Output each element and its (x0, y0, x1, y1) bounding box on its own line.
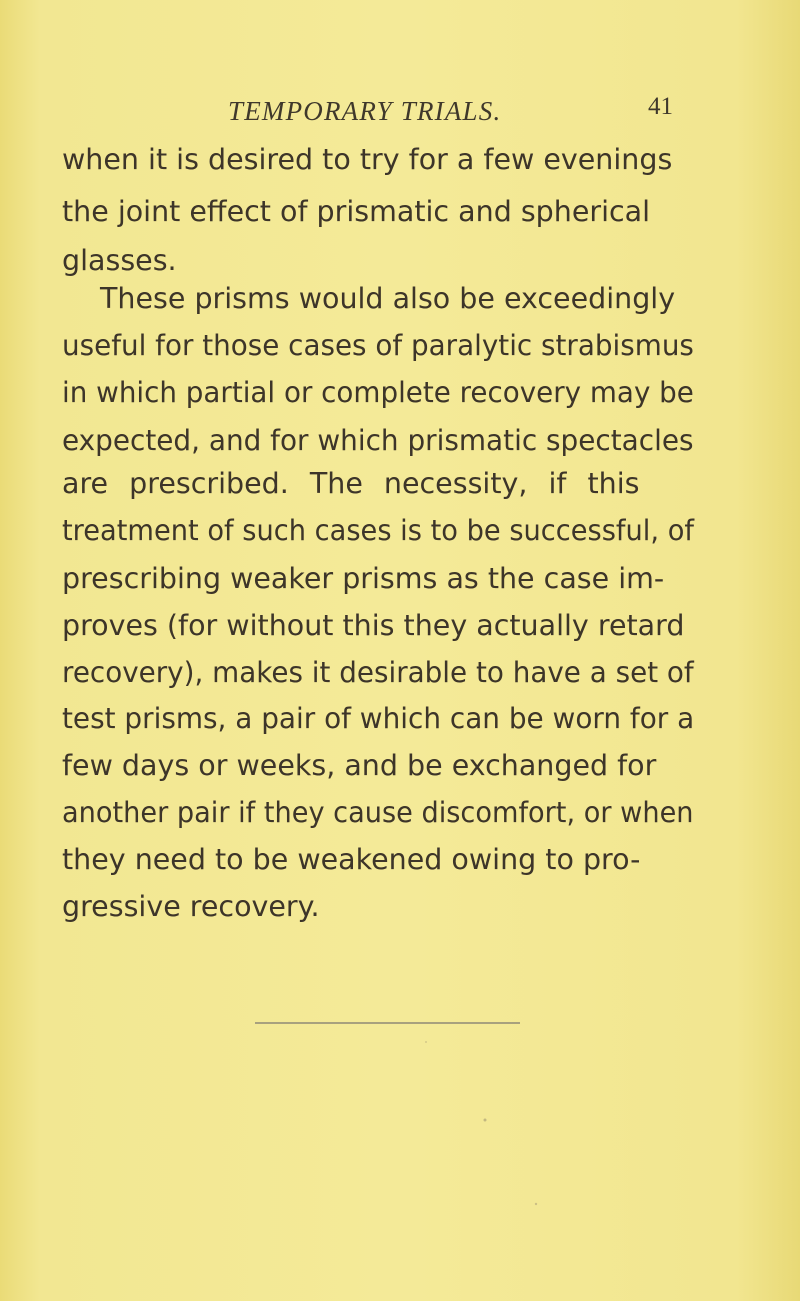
running-head: TEMPORARY TRIALS. (228, 96, 502, 126)
body-line-1: when it is desired to try for a few evenings (62, 143, 673, 176)
body-line-13: test prisms, a pair of which can be worn for a (62, 702, 695, 735)
body-line-17: gressive recovery. (62, 890, 320, 923)
body-line-16: they need to be weakened owing to pro- (62, 843, 641, 876)
body-line-12: recovery), makes it desirable to have a set of (62, 656, 694, 689)
body-line-5: useful for those cases of paralytic strabismus (62, 329, 694, 362)
body-line-6: in which partial or complete recovery may be (62, 376, 694, 409)
page-number: 41 (648, 93, 673, 120)
body-line-2: the joint effect of prismatic and spherical (62, 195, 651, 228)
body-line-8: are prescribed. The necessity, if this (62, 467, 640, 500)
horizontal-rule (255, 1022, 520, 1024)
body-line-7: expected, and for which prismatic spectacles (62, 424, 694, 457)
body-line-3: glasses. (62, 244, 177, 277)
body-line-14: few days or weeks, and be exchanged for (62, 749, 657, 782)
body-line-10: prescribing weaker prisms as the case im- (62, 562, 665, 595)
body-line-9: treatment of such cases is to be successful, of (62, 514, 694, 547)
body-line-15: another pair if they cause discomfort, or when (62, 796, 694, 829)
body-line-11: proves (for without this they actually retard (62, 609, 685, 642)
body-line-4: These prisms would also be exceedingly (100, 282, 676, 315)
